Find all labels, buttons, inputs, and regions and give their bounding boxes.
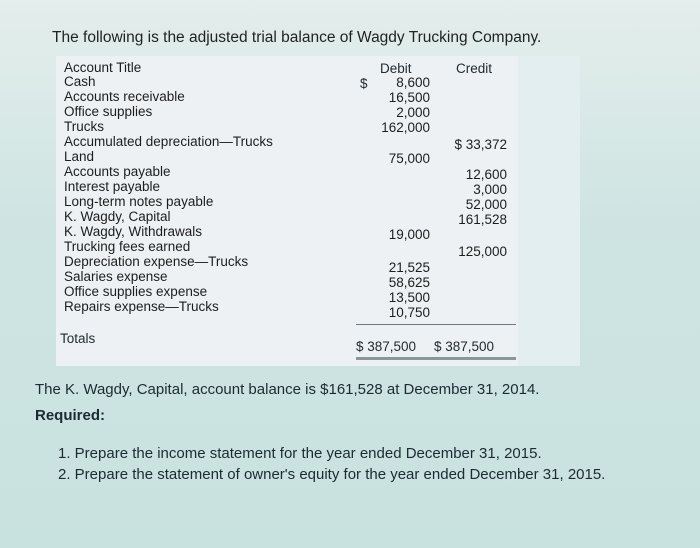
account-title: Office supplies expense — [64, 284, 208, 299]
debit-amount: 162,000 — [381, 120, 430, 135]
account-title: K. Wagdy, Capital — [64, 209, 171, 224]
account-title: Repairs expense—Trucks — [64, 299, 219, 314]
requirement-item: 2. Prepare the statement of owner's equity for the year ended December 31, 2015. — [58, 466, 606, 483]
debit-amount: 75,000 — [388, 151, 430, 166]
debit-amount: 16,500 — [388, 90, 430, 105]
total-rule — [356, 324, 516, 325]
total-credit: $ 387,500 — [434, 339, 495, 354]
account-title: Accounts receivable — [64, 89, 185, 104]
debit-amount: 8,600 — [396, 75, 430, 90]
credit-amount: 125,000 — [458, 244, 507, 259]
account-title: Accumulated depreciation—Trucks — [64, 134, 273, 149]
credit-amount: 161,528 — [458, 212, 507, 227]
account-title: Trucks — [64, 119, 104, 134]
account-title: Depreciation expense—Trucks — [64, 254, 249, 269]
intro-text: The following is the adjusted trial balance of Wagdy Trucking Company. — [52, 29, 542, 46]
debit-amount: 58,625 — [388, 275, 430, 290]
credit-amount: 52,000 — [465, 197, 507, 212]
credit-amount: 3,000 — [473, 182, 507, 197]
account-title: Salaries expense — [64, 269, 168, 284]
total-debit: $ 387,500 — [356, 339, 417, 354]
debit-amount: 13,500 — [388, 290, 430, 305]
required-heading: Required: — [35, 407, 106, 424]
debit-amount: 21,525 — [388, 260, 430, 275]
account-title: Long-term notes payable — [64, 194, 214, 209]
header-debit: Debit — [380, 61, 412, 76]
trial-balance-panel-credit-shade — [518, 56, 580, 366]
totals-label: Totals — [60, 331, 96, 346]
double-underline — [356, 357, 516, 360]
debit-amount: 10,750 — [388, 305, 430, 320]
account-title: Trucking fees earned — [64, 239, 191, 254]
credit-amount: $ 33,372 — [454, 137, 507, 152]
credit-amount: 12,600 — [465, 167, 507, 182]
header-account-title: Account Title — [64, 60, 142, 75]
account-title: Office supplies — [64, 104, 153, 119]
header-credit: Credit — [456, 61, 493, 76]
account-title: Land — [64, 149, 95, 164]
debit-amount: 19,000 — [388, 227, 430, 242]
account-title: Cash — [64, 74, 96, 89]
account-title: K. Wagdy, Withdrawals — [64, 224, 203, 239]
debit-amount: 2,000 — [396, 105, 430, 120]
account-title: Accounts payable — [64, 164, 171, 179]
capital-balance-note: The K. Wagdy, Capital, account balance is $161,528 at December 31, 2014. — [35, 381, 540, 398]
account-title: Interest payable — [64, 179, 161, 194]
cash-dollar-sign: $ — [360, 76, 368, 91]
requirement-item: 1. Prepare the income statement for the year ended December 31, 2015. — [58, 445, 542, 462]
